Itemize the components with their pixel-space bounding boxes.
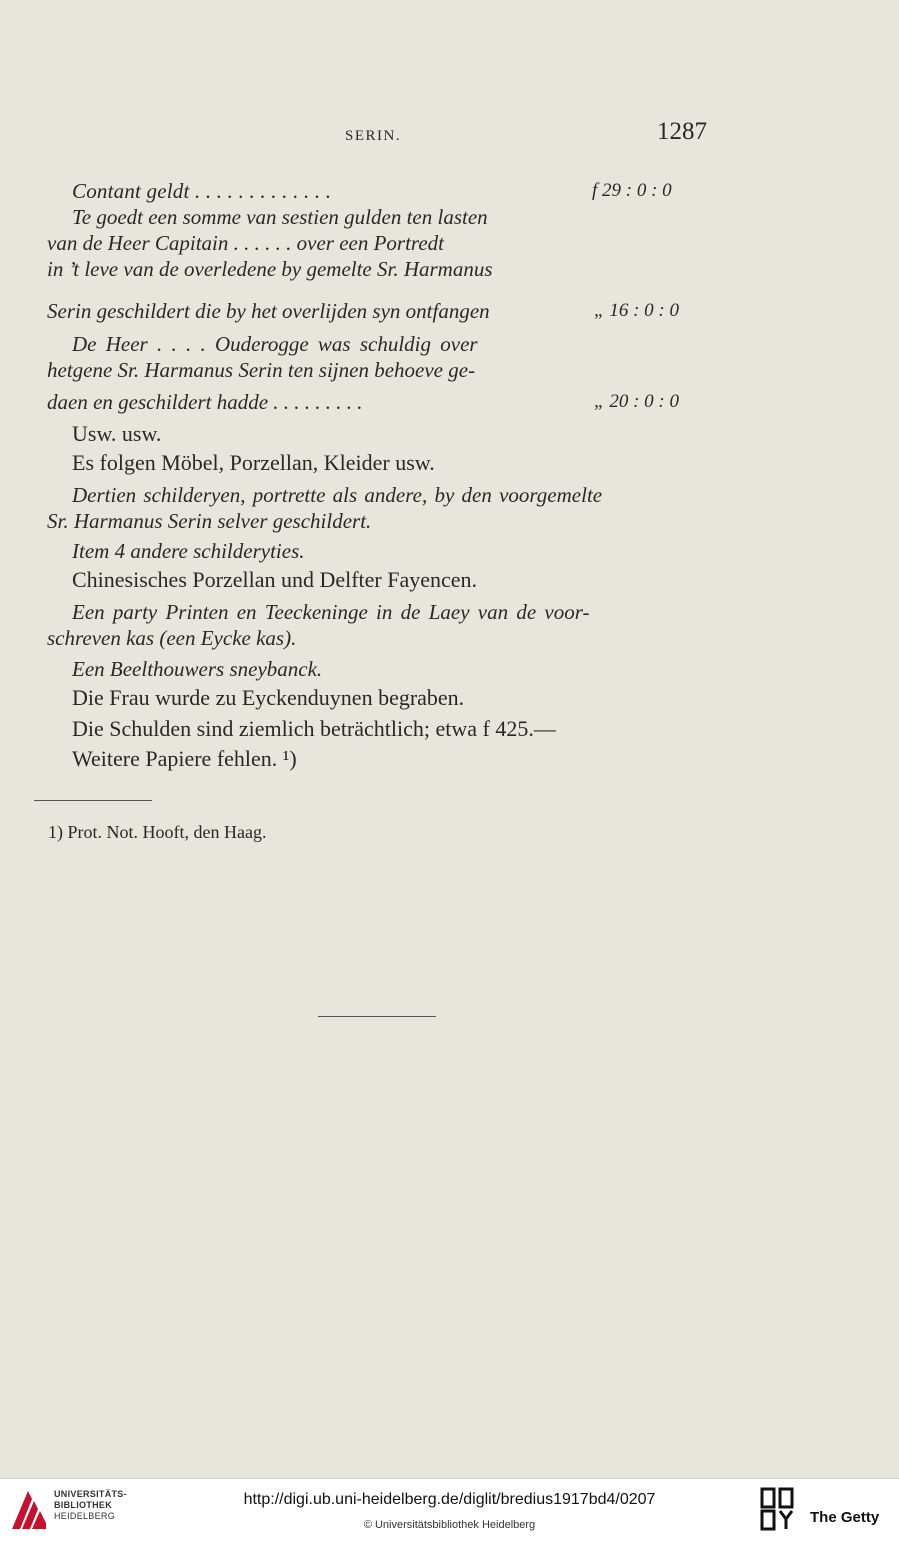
amount-ouderogge: „ 20 : 0 : 0 [594, 391, 679, 412]
amount-portredt: „ 16 : 0 : 0 [594, 300, 679, 321]
getty-logo-icon[interactable] [760, 1487, 796, 1531]
text-line-contant-geldt: Contant geldt . . . . . . . . . . . . . [72, 179, 332, 203]
text-line: hetgene Sr. Harmanus Serin ten sijnen behoeve ge- [47, 358, 476, 382]
text-line: in ’t leve van de overledene by gemelte Sr. Harmanus [47, 257, 493, 281]
library-name-line: BIBLIOTHEK [54, 1500, 112, 1510]
text-line: Die Frau wurde zu Eyckenduynen begraben. [72, 685, 465, 710]
running-head: SERIN. [345, 128, 402, 144]
text-line: schreven kas (een Eycke kas). [47, 626, 297, 650]
permalink-url[interactable]: http://digi.ub.uni-heidelberg.de/diglit/bredius1917bd4/0207 [243, 1491, 656, 1508]
text-line: daen en geschildert hadde . . . . . . . . . [47, 390, 363, 414]
text-line: Sr. Harmanus Serin selver geschildert. [47, 509, 372, 533]
text-line: Een party Printen en Teeckeninge in de Laey van de voor- [72, 600, 590, 624]
text-line: De Heer . . . . Ouderogge was schuldig over [72, 332, 478, 356]
text-line: Die Schulden sind ziemlich beträchtlich; etwa f 425.— [72, 716, 556, 741]
viewer-footer [0, 1478, 899, 1541]
page-number: 1287 [657, 118, 707, 145]
text-line: Te goedt een somme van sestien gulden ten lasten [72, 205, 488, 229]
library-name-line: HEIDELBERG [54, 1511, 116, 1521]
text-line: Een Beelthouwers sneybanck. [72, 657, 323, 681]
end-rule [318, 1016, 436, 1017]
text-line: van de Heer Capitain . . . . . . over een Portredt [47, 231, 444, 255]
amount-contant-geldt: f 29 : 0 : 0 [592, 180, 672, 201]
text-line: Es folgen Möbel, Porzellan, Kleider usw. [72, 450, 435, 475]
partner-name: The Getty [810, 1509, 880, 1526]
text-line: Serin geschildert die by het overlijden syn ontfangen [47, 299, 490, 323]
text-line: Item 4 andere schilderyties. [72, 539, 305, 563]
library-name-line: UNIVERSITÄTS- [54, 1489, 127, 1499]
footnote-divider [34, 800, 152, 801]
text-line: Dertien schilderyen, portrette als andere, by den voorgemelte [72, 483, 603, 507]
text-line: Chinesisches Porzellan und Delfter Fayencen. [72, 567, 478, 592]
footnote: 1) Prot. Not. Hooft, den Haag. [48, 822, 267, 842]
text-line: Usw. usw. [72, 421, 162, 446]
copyright-notice: © Universitätsbibliothek Heidelberg [363, 1519, 536, 1531]
text-line: Weitere Papiere fehlen. ¹) [72, 746, 297, 771]
